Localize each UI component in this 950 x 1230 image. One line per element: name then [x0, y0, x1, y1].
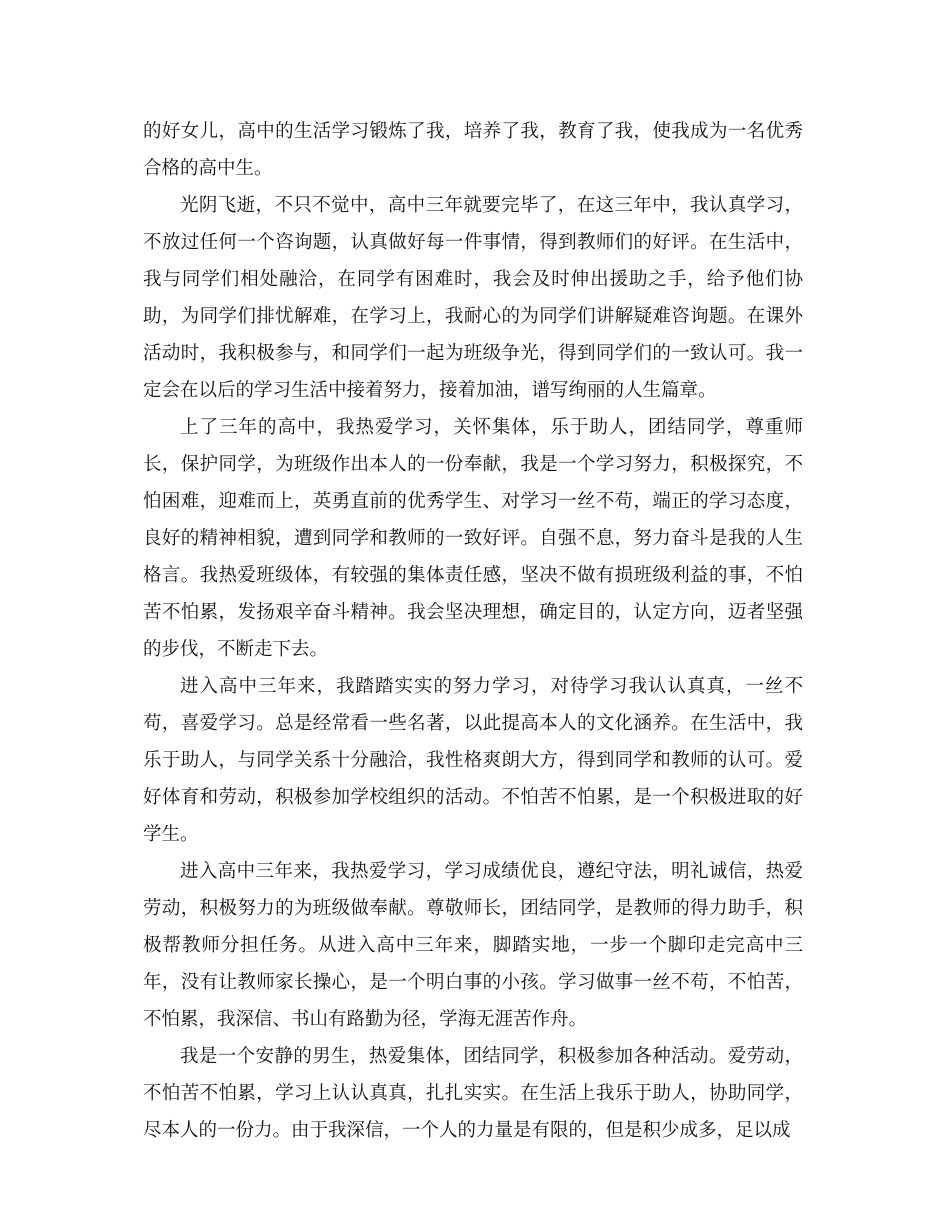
paragraph-3: 上了三年的高中，我热爱学习，关怀集体，乐于助人，团结同学，尊重师长，保护同学，为班级作出本人的一份奉献，我是一个学习努力，积极探究，不怕困难，迎难而上，英勇直前的优秀学生、对学习一丝不苟，端正的学习态度，良好的精神相貌，遭到同学和教师的一致好评。自强不息，努力奋斗是我的人生格言。我热爱班级体，有较强的集体责任感，坚决不做有损班级利益的事，不怕苦不怕累，发扬艰辛奋斗精神。我会坚决理想，确定目的，认定方向，迈者坚强的步伐，不断走下去。 — [143, 417, 803, 660]
paragraph-2: 光阴飞逝，不只不觉中，高中三年就要完毕了，在这三年中，我认真学习，不放过任何一个咨询题，认真做好每一件事情，得到教师们的好评。在生活中，我与同学们相处融洽，在同学有困难时，我会及时伸出援助之手，给予他们协助，为同学们排忧解难，在学习上，我耐心的为同学们讲解疑难咨询题。在课外活动时，我积极参与，和同学们一起为班级争光，得到同学们的一致认可。我一定会在以后的学习生活中接着努力，接着加油，谱写绚丽的人生篇章。 — [143, 195, 803, 401]
paragraph-5: 进入高中三年来，我热爱学习，学习成绩优良，遵纪守法，明礼诚信，热爱劳动，积极努力的为班级做奉献。尊敬师长，团结同学，是教师的得力助手，积极帮教师分担任务。从进入高中三年来，脚踏实地，一步一个脚印走完高中三年，没有让教师家长操心，是一个明白事的小孩。学习做事一丝不苟，不怕苦，不怕累，我深信、书山有路勤为径，学海无涯苦作舟。 — [143, 861, 803, 1030]
paragraph-4: 进入高中三年来，我踏踏实实的努力学习，对待学习我认认真真，一丝不苟，喜爱学习。总是经常看一些名著，以此提高本人的文化涵养。在生活中，我乐于助人，与同学关系十分融洽，我性格爽朗大方，得到同学和教师的认可。爱好体育和劳动，积极参加学校组织的活动。不怕苦不怕累，是一个积极进取的好学生。 — [143, 676, 803, 845]
paragraph-1: 的好女儿，高中的生活学习锻炼了我，培养了我，教育了我，使我成为一名优秀合格的高中生。 — [143, 121, 803, 179]
document-body — [143, 113, 803, 1149]
paragraph-6: 我是一个安静的男生，热爱集体，团结同学，积极参加各种活动。爱劳动，不怕苦不怕累，学习上认认真真，扎扎实实。在生活上我乐于助人，协助同学，尽本人的一份力。由于我深信，一个人的力量是有限的，但是积少成多，足以成 — [143, 1046, 803, 1141]
